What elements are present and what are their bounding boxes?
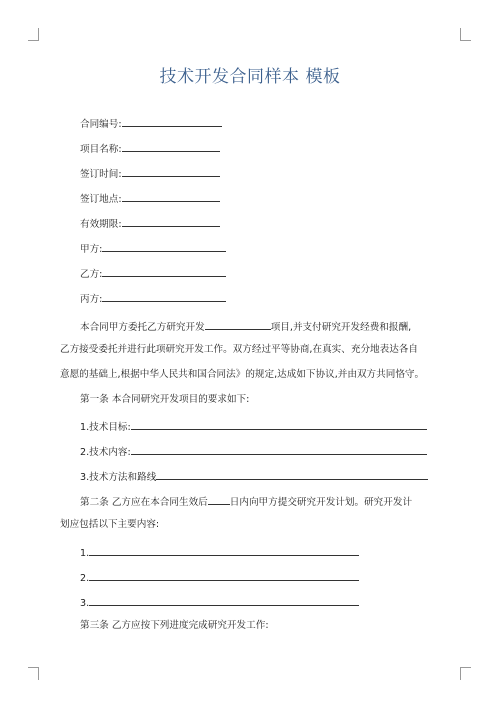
fill-blank[interactable] bbox=[89, 595, 359, 606]
item-label: 3. bbox=[80, 598, 90, 609]
field-label: 签订地点: bbox=[80, 194, 122, 205]
field-party-b bbox=[80, 266, 226, 281]
field-project-name bbox=[80, 141, 220, 156]
fill-blank[interactable] bbox=[122, 166, 220, 177]
paragraph-line: 乙方接受委托并进行此项研究开发工作。双方经过平等协商,在真实、充分地表达各自 bbox=[60, 344, 419, 355]
field-label: 项目名称: bbox=[80, 144, 122, 155]
list-item bbox=[80, 444, 427, 459]
item-label: 1.技术目标: bbox=[80, 422, 131, 433]
fill-blank[interactable] bbox=[122, 216, 220, 227]
paragraph-text: 本合同甲方委托乙方研究开发 bbox=[80, 322, 205, 333]
paragraph-text: 日内向甲方提交研究开发计划。研究开发计 bbox=[229, 497, 413, 508]
field-label: 有效期限: bbox=[80, 219, 122, 230]
fill-blank[interactable] bbox=[122, 141, 220, 152]
corner-mark-bottom-right bbox=[460, 667, 471, 680]
item-label: 2. bbox=[80, 573, 90, 584]
field-party-c bbox=[80, 291, 226, 306]
field-sign-time bbox=[80, 166, 220, 181]
paragraph-text: 项目,并支付研究开发经费和报酬, bbox=[270, 322, 412, 333]
list-item bbox=[80, 570, 359, 585]
fill-blank[interactable] bbox=[205, 319, 271, 330]
field-label: 合同编号: bbox=[80, 119, 122, 130]
field-label: 甲方: bbox=[80, 244, 103, 255]
paragraph-line: 划应包括以下主要内容: bbox=[60, 519, 160, 530]
list-item bbox=[80, 595, 359, 610]
fill-blank[interactable] bbox=[89, 570, 359, 581]
field-sign-place bbox=[80, 191, 220, 206]
document-title: 技术开发合同样本 模板 bbox=[159, 67, 341, 87]
list-item bbox=[80, 545, 359, 560]
field-label: 乙方: bbox=[80, 269, 103, 280]
article-heading: 第一条 本合同研究开发项目的要求如下: bbox=[80, 394, 250, 405]
field-validity bbox=[80, 216, 220, 231]
fill-blank[interactable] bbox=[208, 494, 230, 505]
item-label: 1. bbox=[80, 548, 90, 559]
fill-blank[interactable] bbox=[131, 419, 427, 430]
paragraph-line bbox=[80, 319, 411, 334]
paragraph-line: 意愿的基础上,根据中华人民共和国合同法》的规定,达成如下协议,并由双方共同恪守。 bbox=[60, 369, 425, 380]
fill-blank[interactable] bbox=[89, 545, 359, 556]
fill-blank[interactable] bbox=[122, 116, 222, 127]
fill-blank[interactable] bbox=[156, 469, 428, 480]
list-item bbox=[80, 469, 428, 484]
field-contract-number bbox=[80, 116, 222, 131]
fill-blank[interactable] bbox=[102, 241, 226, 252]
paragraph-text: 第二条 乙方应在本合同生效后 bbox=[80, 497, 208, 508]
fill-blank[interactable] bbox=[131, 444, 427, 455]
fill-blank[interactable] bbox=[122, 191, 220, 202]
fill-blank[interactable] bbox=[102, 291, 226, 302]
fill-blank[interactable] bbox=[102, 266, 226, 277]
article-heading bbox=[80, 494, 412, 509]
field-party-a bbox=[80, 241, 226, 256]
list-item bbox=[80, 419, 427, 434]
field-label: 签订时间: bbox=[80, 169, 122, 180]
article-heading: 第三条 乙方应按下列进度完成研究开发工作: bbox=[80, 620, 269, 631]
corner-mark-top-right bbox=[460, 28, 471, 41]
item-label: 2.技术内容: bbox=[80, 447, 131, 458]
field-label: 丙方: bbox=[80, 294, 103, 305]
corner-mark-bottom-left bbox=[28, 667, 39, 680]
corner-mark-top-left bbox=[28, 28, 39, 41]
item-label: 3.技术方法和路线 bbox=[80, 472, 157, 483]
